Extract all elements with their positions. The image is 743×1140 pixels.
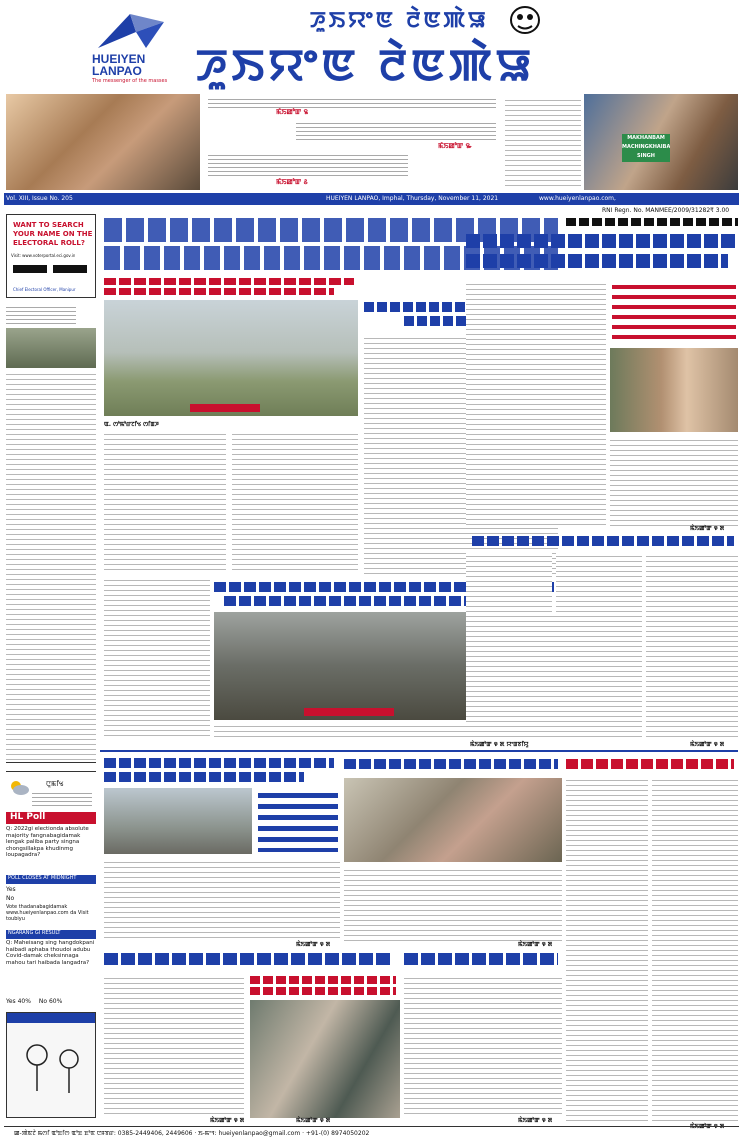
- poll-question: Q: 2022gi electiondа absolute majority fangnabagidamak lengak paliba party singna chongsillakpa khudinmg loupagadra?: [6, 826, 89, 858]
- footer-bar: [4, 1126, 739, 1138]
- lead-second-left-text: [104, 576, 210, 736]
- app-store-icon: [13, 265, 47, 273]
- cattle-photo: [214, 612, 468, 720]
- lead-photo: [104, 300, 358, 416]
- right-main-headline: [466, 232, 738, 272]
- poll-title: HL Poll: [6, 812, 96, 824]
- right-quote: [610, 280, 738, 344]
- teaser-1-headline: [208, 96, 496, 108]
- right-portrait-photo: [610, 348, 738, 432]
- cartoon-drawing-icon: [15, 1033, 89, 1103]
- masthead: [0, 0, 743, 92]
- brand-name-1: HUEIYEN: [92, 52, 146, 66]
- section-divider: [100, 750, 738, 752]
- teaser-1-tag: ꯃꯥꯏꯀꯣꯛ ꯲: [276, 108, 309, 116]
- c1-headline: [104, 950, 396, 970]
- teaser-2-headline: [296, 120, 496, 142]
- top-photo-strip: [6, 94, 200, 190]
- left-story-text: [6, 370, 96, 760]
- dateline-bar: [4, 193, 739, 205]
- price: ₹ 3.00: [710, 207, 730, 214]
- lead-second-bottom-text: [214, 722, 468, 738]
- right-second-col-1: [466, 552, 552, 738]
- c2-headline: [404, 950, 562, 970]
- ad-line-2: YOUR NAME ON THE: [13, 230, 93, 238]
- result-question: Q: Maheisang sing hangdokpani haibadi aphaba thoudoi adubu Covid-damak cheksinnaga mahou tari haibada langadra?: [6, 940, 95, 966]
- brand-name-2: LANPAO: [92, 64, 142, 78]
- c2-text: [404, 974, 562, 1116]
- left-continue: [6, 762, 96, 772]
- left-story-headline: [6, 302, 96, 326]
- website-link[interactable]: www.hueiyenlanpao.com,: [539, 195, 616, 202]
- result-yes-value: 40%: [17, 998, 31, 1005]
- electoral-roll-ad[interactable]: [6, 214, 96, 298]
- poll-result: [6, 940, 96, 1008]
- poll-yes-option[interactable]: [6, 886, 96, 894]
- right-story-text-2: [610, 436, 738, 526]
- weather-label: ꯅꯨꯃꯤꯠ: [46, 780, 64, 788]
- b3-col-2: [652, 776, 738, 1122]
- b1-headline: [104, 756, 340, 784]
- teaser-3-tag: ꯃꯥꯏꯀꯣꯛ ꯴: [276, 178, 308, 186]
- lead-col-2: [232, 430, 358, 574]
- right-top-headline: [566, 216, 738, 228]
- c1-inset-headline: [250, 974, 400, 998]
- b1-photo: [104, 788, 252, 854]
- poll-yes-label: Yes: [6, 886, 16, 893]
- lead-photo-caption: [190, 404, 260, 412]
- teasers-column: [206, 94, 502, 190]
- banner-badge: MAKHANBAM MACHINGKHAIBA SINGH: [622, 134, 670, 162]
- cartoon-face-icon: [503, 2, 547, 36]
- weather-box: [6, 776, 96, 810]
- b1-continue: ꯃꯥꯏꯀꯣꯛ ꯶ ꯗ: [296, 941, 331, 948]
- rni-number: RNI Regn. No. MANMEE/2009/31282: [602, 207, 711, 214]
- c1-continue: ꯃꯥꯏꯀꯣꯛ ꯶ ꯗ: [210, 1117, 245, 1124]
- b1-pullquote: [256, 788, 340, 854]
- b2-headline: [344, 756, 562, 772]
- dateline-center: HUEIYEN LANPAO, Imphal, Thursday, November 11, 2021: [326, 195, 499, 202]
- weather-cloud-icon: [8, 778, 30, 796]
- lead-col-1: [104, 430, 226, 574]
- b2-text: [344, 866, 562, 942]
- volume-issue: Vol. XIII, Issue No. 205: [6, 195, 73, 202]
- top-right-photo: [584, 94, 738, 190]
- b3-headline: [566, 756, 738, 772]
- masthead-small-title: ꯍꯨꯏꯌꯦꯟ ꯂꯥꯟꯄꯥꯎ: [310, 7, 489, 33]
- cattle-photo-caption: [304, 708, 394, 716]
- lead-subhead: [104, 276, 354, 296]
- left-story-photo: [6, 328, 96, 368]
- lead-byline: ꯑ. ꯁꯣꯃꯣꯔꯖꯤꯠ ꯁꯤꯡꯍ: [104, 421, 159, 428]
- right2-continue: ꯃꯥꯏꯀꯣꯛ ꯶ ꯗ: [690, 741, 725, 748]
- b3-continue: ꯃꯥꯏꯀꯣꯛ ꯶ ꯗ: [690, 1123, 725, 1130]
- c1-photo: [250, 1000, 400, 1118]
- right-second-col-2: [556, 552, 642, 738]
- poll-closes: POLL CLOSES AT MIDNIGHT: [6, 875, 96, 884]
- teaser-2-tag: ꯃꯥꯏꯀꯣꯛ ꯳: [438, 142, 472, 150]
- b3-col-1: [566, 776, 648, 1122]
- right-second-col-3: [646, 552, 738, 738]
- ad-visit: Visit: www.voterportal.eci.gov.in: [11, 253, 76, 258]
- right-story-text-1: [466, 280, 606, 526]
- ad-line-1: WANT TO SEARCH: [13, 221, 84, 229]
- play-store-icon: [53, 265, 87, 273]
- masthead-main-title: ꯍꯨꯏꯌꯦꯟ ꯂꯥꯟꯄꯥꯎ: [196, 40, 536, 90]
- c1-text-left: [104, 974, 244, 1116]
- bird-logo-icon: [96, 10, 166, 50]
- ad-footer: Chief Electoral Officer, Manipur: [13, 287, 76, 292]
- poll-no-option[interactable]: [6, 895, 96, 903]
- c2-continue: ꯃꯥꯏꯀꯣꯛ ꯶ ꯗ: [518, 1117, 553, 1124]
- result-yes-label: Yes: [6, 998, 16, 1005]
- result-no-label: No: [38, 998, 48, 1005]
- footer-text: ꯀ-ꯄꯥꯟꯖꯥ ꯃꯁꯤ ꯑꯣꯐꯤꯁ ꯑꯣꯐ ꯐꯣꯟ ꯅꯝꯕꯔ: 0385-2449406, 2449606 · ꯏ-ꯃꯦꯜ: hueiyenlanpao@gmail.com · +91-(0) 8974050202: [14, 1130, 370, 1137]
- b2-photo: [344, 778, 562, 862]
- right-continue: ꯃꯥꯏꯀꯣꯛ ꯶ ꯗ: [690, 525, 725, 532]
- lead-continue: ꯃꯥꯏꯀꯣꯛ ꯶ ꯗ ꯌꯦꯡꯕꯤꯌꯨ: [470, 741, 529, 748]
- result-values: [6, 998, 96, 1007]
- teaser-3-headline: [208, 152, 408, 178]
- poll-result-title: NGARANG GI RESULT: [6, 930, 96, 939]
- weather-details: [32, 790, 92, 808]
- b1-text: [104, 858, 340, 942]
- ad-line-3: ELECTORAL ROLL?: [13, 239, 85, 247]
- brand-tagline: The messenger of the masses: [92, 78, 168, 84]
- top-right-text: [505, 96, 581, 188]
- mid-continue: ꯃꯥꯏꯀꯣꯛ ꯶ ꯗ: [296, 1117, 331, 1124]
- hl-poll: [6, 812, 96, 952]
- cartoon-title: [7, 1013, 96, 1023]
- b2-continue: ꯃꯥꯏꯀꯣꯛ ꯶ ꯗ: [518, 941, 553, 948]
- poll-no-label: No: [6, 895, 15, 902]
- poll-vote-text: Vote thadanabagidamak www.hueiyenlanpao.com da Visit toubiyu: [6, 904, 89, 922]
- cartoon-box: [6, 1012, 96, 1118]
- right-second-headline: [466, 534, 738, 548]
- result-no-value: 60%: [48, 998, 63, 1005]
